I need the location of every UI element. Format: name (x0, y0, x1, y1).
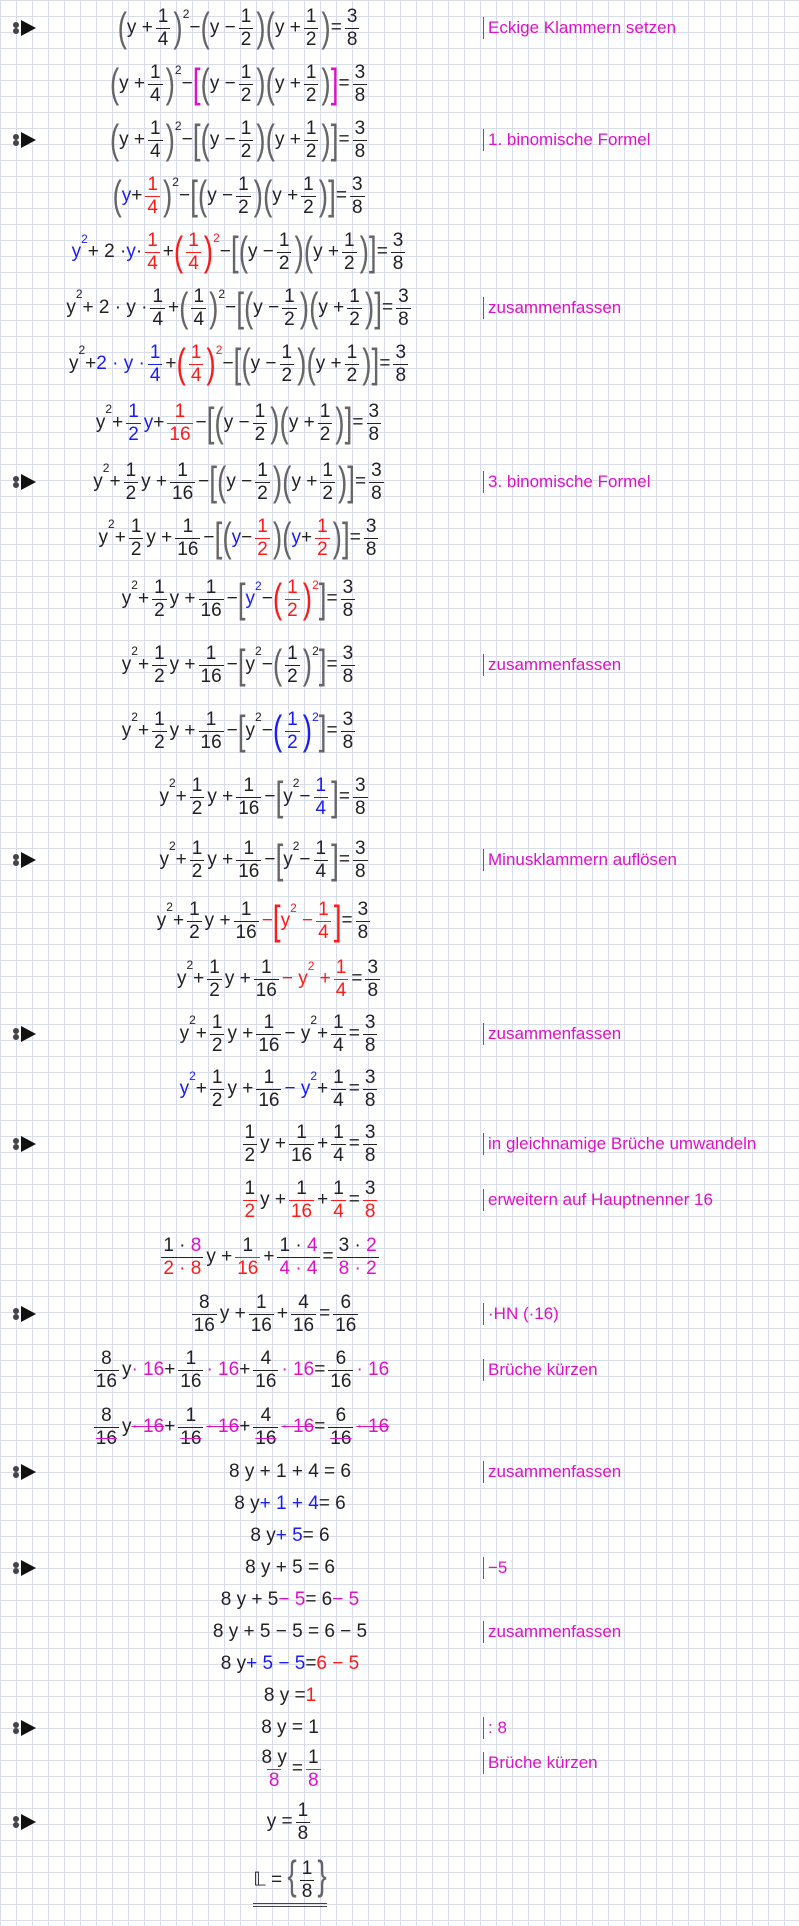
equation: $\frac{1}{2}$ y + $\frac{1}{16}$ + $\frac{1}{4}$ = $\frac{3}{8}$ (244, 1177, 376, 1222)
equation: y 2 + $\frac{1}{2}$ y + $\frac{1}{16}$ − [ $y^2$ − ( $\frac{1}{2}$ ) 2 ] = $\frac{3}{8}$ (121, 575, 354, 621)
step-24 (0, 1342, 799, 1398)
annotation: Minusklammern auflösen (483, 849, 677, 871)
equation: y 2 + $\frac{1}{2}$ y + $\frac{1}{16}$ − [ ( y − $\frac{1}{2}$ ) ( y + $\frac{1}{2}$ ) ] = $\frac{3}{8}$ (98, 514, 377, 560)
annotation: Brüche kürzen (483, 1359, 598, 1381)
equation: y 2 + $\frac{1}{2}$ y + $\frac{1}{16}$ − [ y 2 − $\frac{1}{4}$ ] = $\frac{3}{8}$ (159, 836, 366, 882)
step-27 (0, 1488, 799, 1520)
equation: y 2 + 2 · y · $\frac{1}{4}$ + ( $\frac{1}{4}$ ) 2 − [ ( y − $\frac{1}{2}$ ) ( y + $\frac{1}{2}$ ) ] = $\frac{3}{8}$ (68, 340, 407, 386)
step-15 (0, 830, 799, 890)
annotation: erweitern auf Hauptnenner 16 (483, 1189, 713, 1211)
equation: 𝕃 = { $\frac{1}{8}$ } (0, 1850, 480, 1916)
step-32 (0, 1648, 799, 1680)
equation: 8 y + 1 + 4 = 6 (228, 1461, 351, 1482)
equation: ( y + $\frac{1}{4}$ ) 2 − [ ( y − $\frac{1}{2}$ ) ( y + $\frac{1}{2}$ ) ] = $\frac{3}{8}$ (109, 60, 366, 106)
equation: 8 y = 1 (263, 1685, 317, 1706)
step-6 (0, 280, 799, 336)
equation: $\frac{8}{16}$ y · 16 + $\frac{1}{16}$ · 16 + $\frac{4}{16}$ · 16 = $\frac{6}{16}$ · 16 (95, 1347, 390, 1392)
annotation: in gleichnamige Brüche umwandeln (483, 1133, 756, 1155)
equation: 8 y + 1 + 4 = 6 (234, 1493, 346, 1514)
equation: $y^2$ + 2 · y · $\frac{1}{4}$ + ( $\frac{1}{4}$ ) 2 − [ ( y − $\frac{1}{2}$ ) ( y + $\frac{1}{2}$ ) ] = $\frac{3}{8}$ (71, 228, 404, 274)
equation: y 2 + $\frac{1}{2}$ y + $\frac{1}{16}$ − y 2 + $\frac{1}{4}$ = $\frac{3}{8}$ (179, 1011, 376, 1056)
step-34 (0, 1712, 799, 1744)
equation: ( y + $\frac{1}{4}$ ) 2 − [ ( y − $\frac{1}{2}$ ) ( y + $\frac{1}{2}$ ) ] = $\frac{3}{8}$ (112, 172, 363, 218)
step-30 (0, 1584, 799, 1616)
equation: y 2 + 2 · y · $\frac{1}{4}$ + ( $\frac{1}{4}$ ) 2 − [ ( y − $\frac{1}{2}$ ) ( y + $\frac{1}{2}$ ) ] = $\frac{3}{8}$ (66, 284, 409, 330)
annotation: Brüche kürzen (483, 1752, 598, 1774)
equation: 8 y + 5 − 5 = 6 − 5 (212, 1621, 368, 1642)
step-10 (0, 510, 799, 566)
equation: y 2 + $\frac{1}{2}$ y + $\frac{1}{16}$ − [ ( y − $\frac{1}{2}$ ) ( y + $\frac{1}{2}$ ) ] = $\frac{3}{8}$ (93, 458, 382, 504)
annotation: zusammenfassen (483, 654, 621, 676)
step-29 (0, 1552, 799, 1584)
step-7 (0, 336, 799, 392)
step-31 (0, 1616, 799, 1648)
step-33 (0, 1680, 799, 1712)
step-23 (0, 1286, 799, 1342)
step-1 (0, 0, 799, 56)
step-28 (0, 1520, 799, 1552)
step-2 (0, 56, 799, 112)
step-8 (0, 392, 799, 454)
annotation: zusammenfassen (483, 297, 621, 319)
equation: y 2 + $\frac{1}{2}$ y + $\frac{1}{16}$ − [ ( y − $\frac{1}{2}$ ) ( y + $\frac{1}{2}$ ) ] = $\frac{3}{8}$ (95, 399, 380, 445)
equation: 8 y = 1 (261, 1717, 319, 1738)
step-21 (0, 1172, 799, 1228)
equation: $\frac{1 \cdot 8}{2 \cdot 8}$ y + $\frac{1}{16}$ + $\frac{1 \cdot 4}{4 \cdot 4}$ = $\frac{3 \cdot 2}{8 \cdot 2}$ (163, 1234, 377, 1279)
annotation: 1. binomische Formel (483, 129, 651, 151)
equation: y = $\frac{1}{8}$ (266, 1799, 309, 1844)
annotation: −5 (483, 1557, 507, 1579)
step-25 (0, 1398, 799, 1456)
solution-set (0, 1850, 799, 1916)
step-16 (0, 890, 799, 952)
equation: $\frac{8}{16}$ y + $\frac{1}{16}$ + $\frac{4}{16}$ = $\frac{6}{16}$ (193, 1291, 357, 1336)
annotation: 3. binomische Formel (483, 471, 651, 493)
step-20 (0, 1116, 799, 1172)
equation: 8 y + 5 − 5 = 6 − 5 (220, 1653, 360, 1674)
step-26 (0, 1456, 799, 1488)
step-36 (0, 1794, 799, 1850)
equation: $y^2$ + $\frac{1}{2}$ y + $\frac{1}{16}$ − $y^2$ + $\frac{1}{4}$ = $\frac{3}{8}$ (179, 1066, 376, 1111)
annotation: zusammenfassen (483, 1621, 621, 1643)
equation: $\frac{1}{2}$ y + $\frac{1}{16}$ + $\frac{1}{4}$ = $\frac{3}{8}$ (244, 1121, 376, 1166)
equation: 8 y + 5 = 6 (245, 1557, 335, 1578)
step-19 (0, 1062, 799, 1116)
step-5 (0, 224, 799, 280)
equation: $\frac{8 y}{8}$ = $\frac{1}{8}$ (261, 1746, 319, 1791)
step-18 (0, 1006, 799, 1062)
annotation: zusammenfassen (483, 1461, 621, 1483)
step-17 (0, 952, 799, 1006)
annotation: : 8 (483, 1717, 507, 1739)
equation: 8 y + 5 = 6 (250, 1525, 330, 1546)
equation: y 2 + $\frac{1}{2}$ y + $\frac{1}{16}$ − $y^2$ + $\frac{1}{4}$ = $\frac{3}{8}$ (176, 956, 379, 1001)
annotation: ·HN (·16) (483, 1303, 559, 1325)
step-3 (0, 112, 799, 168)
step-9 (0, 454, 799, 510)
step-35 (0, 1744, 799, 1794)
equation: ( y + $\frac{1}{4}$ ) 2 − [ ( y − $\frac{1}{2}$ ) ( y + $\frac{1}{2}$ ) ] = $\frac{3}{8}$ (109, 116, 366, 162)
annotation: zusammenfassen (483, 1023, 621, 1045)
step-22 (0, 1228, 799, 1286)
equation: $\frac{8}{16}$ y · 16 + $\frac{1}{16}$ · 16 + $\frac{4}{16}$ · 16 = $\frac{6}{16}$ · 16 (95, 1404, 390, 1449)
equation: y 2 + $\frac{1}{2}$ y + $\frac{1}{16}$ − [ $y^2$ − $\frac{1}{4}$ ] = $\frac{3}{8}$ (156, 897, 369, 943)
solution-set-symbol: 𝕃 (253, 1869, 266, 1891)
annotation: Eckige Klammern setzen (483, 17, 676, 39)
step-13 (0, 698, 799, 764)
equation: y 2 + $\frac{1}{2}$ y + $\frac{1}{16}$ − [ y 2 − $\frac{1}{4}$ ] = $\frac{3}{8}$ (159, 773, 366, 819)
equation: ( y + $\frac{1}{4}$ ) 2 − ( y − $\frac{1}{2}$ ) ( y + $\frac{1}{2}$ ) = $\frac{3}{8}$ (117, 4, 358, 50)
equation: 8 y + 5 − 5 = 6 − 5 (220, 1589, 360, 1610)
step-11 (0, 566, 799, 632)
step-14 (0, 764, 799, 830)
equation: y 2 + $\frac{1}{2}$ y + $\frac{1}{16}$ − [ y 2 − ( $\frac{1}{2}$ ) 2 ] = $\frac{3}{8}$ (121, 641, 354, 687)
equation: y 2 + $\frac{1}{2}$ y + $\frac{1}{16}$ − [ y 2 − ( $\frac{1}{2}$ ) 2 ] = $\frac{3}{8}$ (121, 707, 354, 753)
step-12 (0, 632, 799, 698)
step-4 (0, 168, 799, 224)
